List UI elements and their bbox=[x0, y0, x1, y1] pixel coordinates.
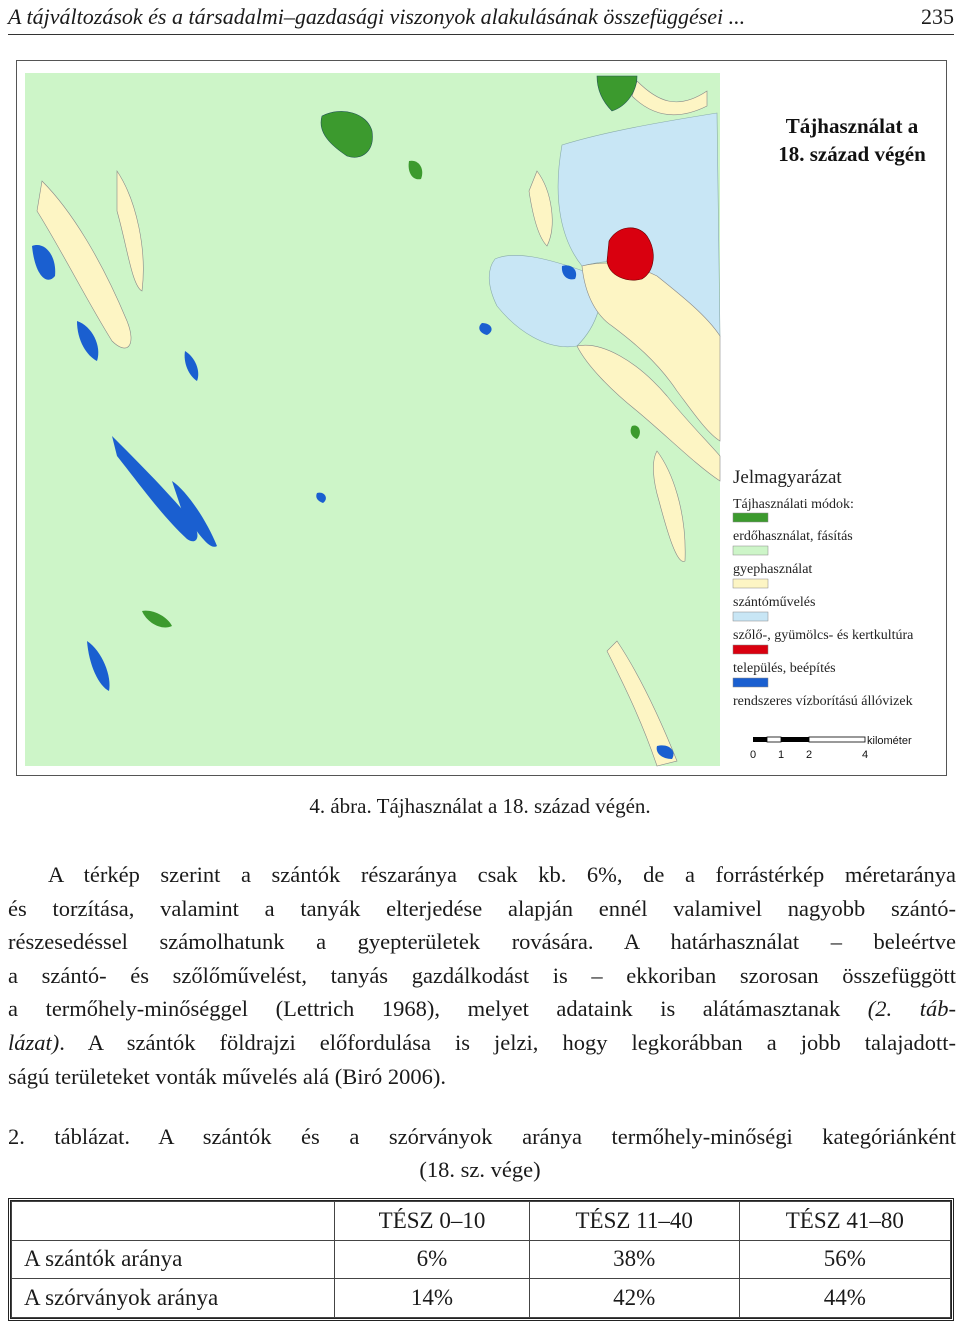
paragraph-line: A térkép szerint a szántók részaránya csak kb. 6%, de a forrástérkép méretaránya bbox=[48, 862, 956, 887]
map-title-line2: 18. század végén bbox=[778, 142, 926, 166]
scale-tick-4: 4 bbox=[861, 749, 869, 761]
land-use-map bbox=[17, 61, 946, 775]
table-caption: 2. táblázat. A szántók és a szórványok aránya termőhely-minőségi kategóriánként bbox=[8, 1124, 956, 1149]
table-caption-subtitle: (18. sz. vége) bbox=[419, 1157, 541, 1182]
legend-swatch-settlement bbox=[733, 645, 768, 654]
legend-label-settlement: település, beépítés bbox=[733, 661, 836, 676]
table-header-row bbox=[12, 1202, 951, 1241]
table-cell: 56% bbox=[739, 1240, 950, 1279]
table-cell: 38% bbox=[529, 1240, 739, 1279]
land-use-map-figure bbox=[16, 60, 947, 776]
table-row bbox=[12, 1240, 951, 1279]
scale-tick-2: 2 bbox=[805, 749, 813, 761]
table-header-cell: TÉSZ 0–10 bbox=[335, 1202, 529, 1241]
table-cell: 6% bbox=[335, 1240, 529, 1279]
paragraph-line bbox=[8, 992, 956, 1026]
legend-swatch-arable bbox=[733, 579, 768, 588]
legend-title: Jelmagyarázat bbox=[733, 467, 842, 488]
paragraph-line: részesedéssel számolhatunk a gyepterületek rovására. A határhasználat – beleértve bbox=[8, 929, 956, 955]
table-reference: (2. táb- bbox=[867, 996, 956, 1022]
table-cell: 14% bbox=[335, 1279, 529, 1318]
paragraph-line: és torzítása, valamint a tanyák elterjedése alapján ennél valamivel nagyobb szántó- bbox=[8, 895, 956, 921]
scale-tick-1: 1 bbox=[777, 749, 785, 761]
table-row bbox=[12, 1279, 951, 1318]
table-header-cell bbox=[12, 1202, 335, 1241]
paragraph-line-text: a termőhely-minőséggel (Lettrich 1968), melyet adataink is alátámasztanak bbox=[8, 996, 868, 1022]
table-header-cell: TÉSZ 11–40 bbox=[529, 1202, 739, 1241]
map-settlement-area bbox=[607, 228, 653, 280]
legend-swatch-orchard bbox=[733, 612, 768, 621]
data-table bbox=[11, 1201, 951, 1318]
legend-label-forest: erdőhasználat, fásítás bbox=[733, 529, 853, 544]
legend-swatch-water bbox=[733, 678, 768, 687]
legend-label-arable: szántóművelés bbox=[733, 595, 816, 610]
legend-items bbox=[733, 513, 914, 709]
figure-caption: 4. ábra. Tájhasználat a 18. század végén. bbox=[309, 794, 651, 818]
legend-label-orchard: szőlő-, gyümölcs- és kertkultúra bbox=[733, 628, 914, 643]
data-table-frame bbox=[8, 1198, 954, 1321]
paragraph-line bbox=[8, 1026, 956, 1060]
table-cell: 44% bbox=[739, 1279, 950, 1318]
paragraph-line: a szántó- és szőlőművelést, tanyás gazdálkodást is – ekkoriban szorosan összefüggött bbox=[8, 962, 956, 988]
legend-label-grassland: gyephasználat bbox=[733, 562, 813, 577]
table-cell: 42% bbox=[529, 1279, 739, 1318]
table-row-label: A szántók aránya bbox=[12, 1240, 335, 1279]
table-header-cell: TÉSZ 41–80 bbox=[739, 1202, 950, 1241]
map-title-line1: Tájhasználat a bbox=[785, 114, 919, 138]
table-row-label: A szórványok aránya bbox=[12, 1279, 335, 1318]
legend-subtitle: Tájhasználati módok: bbox=[733, 497, 854, 512]
legend-label-water: rendszeres vízborítású állóvizek bbox=[733, 694, 913, 709]
running-title: A tájváltozások és a társadalmi–gazdasági viszonyok alakulásának összefüggései ... bbox=[8, 4, 746, 29]
page-number: 235 bbox=[921, 4, 954, 29]
paragraph-line: ságú területeket vonták művelés alá (Biró 2006). bbox=[8, 1063, 446, 1089]
paragraph-line-text: . A szántók földrajzi előfordulása is jelzi, hogy legkorábban a jobb talajadott- bbox=[59, 1029, 956, 1055]
body-paragraph bbox=[8, 858, 956, 1093]
legend-swatch-forest bbox=[733, 513, 768, 522]
scale-tick-0: 0 bbox=[749, 749, 757, 761]
table-reference-end: lázat) bbox=[8, 1029, 60, 1055]
scale-bar bbox=[750, 735, 912, 761]
scale-unit: kilométer bbox=[867, 735, 912, 747]
legend-swatch-grassland bbox=[733, 546, 768, 555]
running-header bbox=[8, 2, 954, 35]
